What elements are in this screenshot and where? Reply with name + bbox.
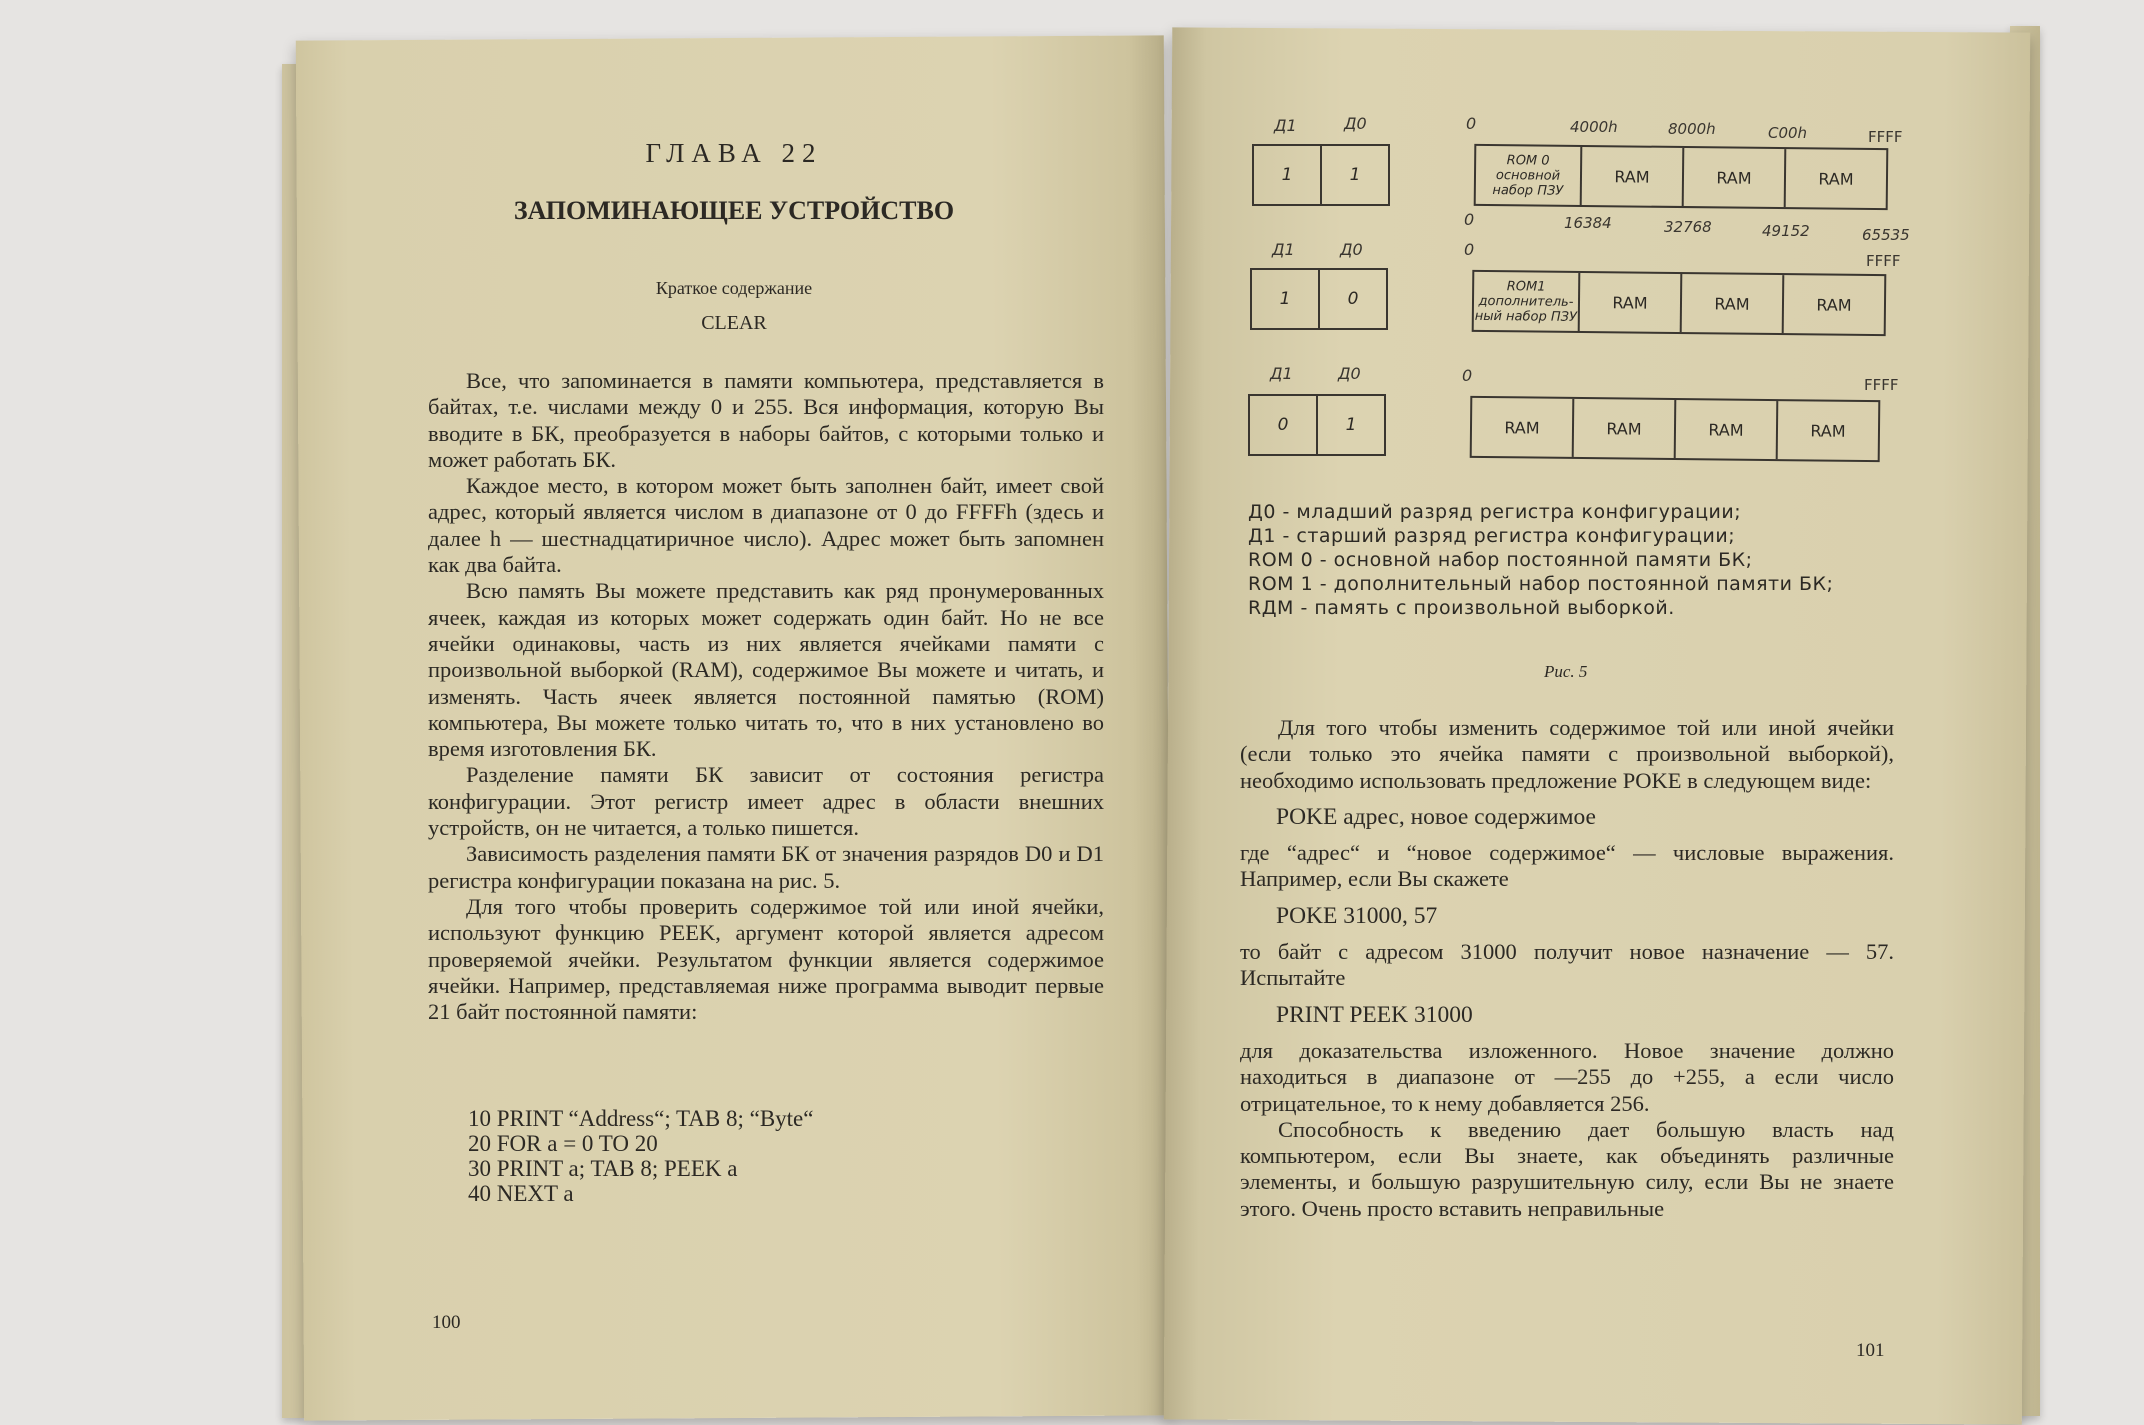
basic-statement: POKE 31000, 57 bbox=[1276, 902, 1438, 929]
bit-label-d1: Д1 bbox=[1274, 116, 1297, 135]
paragraph: то байт с адресом 31000 получит новое назначение — 57. Испытайте bbox=[1240, 939, 1894, 991]
address-label: 32768 bbox=[1664, 218, 1712, 236]
legend-line: ROM 1 - дополнительный набор постоянной памяти БК; bbox=[1248, 573, 1834, 595]
legend-line: Д0 - младший разряд регистра конфигурации; bbox=[1248, 501, 1742, 523]
memory-map-row bbox=[1472, 270, 1887, 336]
bit-label-d0: Д0 bbox=[1344, 114, 1367, 133]
bit-cell: 1 bbox=[1316, 394, 1386, 456]
memory-cell: ROM 0 основной набор ПЗУ bbox=[1476, 146, 1583, 205]
address-label: 49152 bbox=[1762, 222, 1810, 240]
memory-cell: RAM bbox=[1580, 273, 1683, 332]
address-label: 0 bbox=[1464, 210, 1475, 229]
code-line: 10 PRINT “Address“; TAB 8; “Byte“ bbox=[468, 1106, 814, 1131]
bit-label-d1: Д1 bbox=[1272, 240, 1295, 259]
paragraph: Каждое место, в котором может быть заполнен байт, имеет свой адрес, который является числом в диапазоне от 0 до FFFFh (здесь и далее h — шестнадцатиричное число). Адрес может быть запомнен как два байта. bbox=[428, 473, 1104, 578]
code-line: 40 NEXT a bbox=[468, 1181, 574, 1206]
memory-cell: RAM bbox=[1472, 398, 1575, 457]
code-line: 30 PRINT a; TAB 8; PEEK a bbox=[468, 1156, 738, 1181]
chapter-number: ГЛАВА 22 bbox=[645, 138, 823, 168]
page-number-right: 101 bbox=[1856, 1340, 1885, 1361]
paragraph: Способность к введению дает большую власть над компьютером, если Вы знаете, как объединять различные элементы, и большую разрушительную силу, если Вы не знаете этого. Очень просто вставить неправильные bbox=[1240, 1116, 1894, 1221]
address-label: 0 bbox=[1464, 240, 1475, 259]
legend-line: Д1 - старший разряд регистра конфигурации; bbox=[1248, 525, 1736, 547]
address-label: 8000h bbox=[1668, 120, 1716, 138]
address-label: C00h bbox=[1768, 124, 1808, 142]
bit-cell: 0 bbox=[1318, 268, 1388, 330]
address-label: FFFF bbox=[1864, 376, 1899, 394]
left-body-text bbox=[428, 368, 1104, 1025]
bit-label-d1: Д1 bbox=[1270, 364, 1293, 383]
paragraph: Все, что запоминается в памяти компьютера, представляется в байтах, т.е. числами между 0 и 255. Вся информация, которую Вы вводите в БК, преобразуется в наборы байтов, с которыми только и может работать БК. bbox=[428, 368, 1104, 472]
address-label: 16384 bbox=[1564, 214, 1612, 232]
bit-cell: 1 bbox=[1252, 144, 1322, 206]
address-label: 0 bbox=[1466, 114, 1477, 133]
address-label: 65535 bbox=[1862, 226, 1910, 244]
paragraph: Для того чтобы изменить содержимое той или иной ячейки (если только это ячейка памяти с произвольной выборкой), необходимо использовать предложение POKE в следующем виде: bbox=[1240, 715, 1894, 793]
bit-cell: 1 bbox=[1250, 268, 1320, 330]
paragraph: Разделение памяти БК зависит от состояния регистра конфигурации. Этот регистр имеет адрес в области внешних устройств, он не читается, а только пишется. bbox=[428, 762, 1104, 841]
figure-caption: Рис. 5 bbox=[1544, 662, 1588, 681]
figure-legend bbox=[1248, 500, 1833, 620]
code-listing bbox=[468, 1106, 813, 1206]
chapter-title: ЗАПОМИНАЮЩЕЕ УСТРОЙСТВО bbox=[513, 196, 955, 225]
bit-cell: 1 bbox=[1320, 144, 1390, 206]
legend-line: ROM 0 - основной набор постоянной памяти БК; bbox=[1248, 549, 1753, 571]
paragraph: Зависимость разделения памяти БК от значения разрядов D0 и D1 регистра конфигурации показана на рис. 5. bbox=[428, 841, 1104, 893]
paragraph: для доказательства изложенного. Новое значение должно находиться в диапазоне от —255 до +255, а если число отрицательное, то к нему добавляется 256. bbox=[1240, 1037, 1894, 1116]
address-label: 0 bbox=[1462, 366, 1473, 385]
memory-map-row bbox=[1474, 144, 1889, 210]
bit-label-d0: Д0 bbox=[1338, 364, 1361, 383]
memory-cell: RAM bbox=[1682, 274, 1785, 333]
memory-cell: RAM bbox=[1676, 400, 1779, 459]
memory-cell: RAM bbox=[1810, 420, 1846, 441]
address-label: FFFF bbox=[1868, 128, 1903, 146]
memory-cell: RAM bbox=[1574, 399, 1677, 458]
memory-cell: RAM bbox=[1818, 168, 1854, 189]
basic-statement: POKE адрес, новое содержимое bbox=[1276, 803, 1596, 830]
basic-statement: PRINT PEEK 31000 bbox=[1276, 1001, 1473, 1028]
address-label: FFFF bbox=[1866, 252, 1901, 270]
memory-cell: RAM bbox=[1582, 147, 1685, 206]
memory-map-row bbox=[1470, 396, 1881, 462]
right-body-text bbox=[1240, 715, 1894, 1222]
summary-keyword: CLEAR bbox=[701, 312, 767, 334]
page-number-left: 100 bbox=[432, 1312, 461, 1333]
memory-cell: RAM bbox=[1816, 294, 1852, 315]
bit-label-d0: Д0 bbox=[1340, 240, 1363, 259]
code-line: 20 FOR a = 0 TO 20 bbox=[468, 1131, 658, 1156]
summary-label: Краткое содержание bbox=[655, 278, 813, 298]
address-label: 4000h bbox=[1570, 118, 1618, 136]
bit-cell: 0 bbox=[1248, 394, 1318, 456]
paragraph: где “адрес“ и “новое содержимое“ — числовые выражения. Например, если Вы скажете bbox=[1240, 840, 1894, 892]
legend-line: RДМ - память с произвольной выборкой. bbox=[1248, 597, 1675, 619]
memory-cell: ROM1 дополнитель-ный набор ПЗУ bbox=[1474, 272, 1581, 331]
paragraph: Всю память Вы можете представить как ряд пронумерованных ячеек, каждая из которых может содержать один байт. Но не все ячейки одинаковы, часть из них является ячейками памяти с произвольной выборкой (RAM), содержимое Вы можете и читать, и изменять. Часть ячеек является постоянной памятью (ROM) компьютера, Вы можете только читать то, что в них установлено во время изготовления БК. bbox=[428, 578, 1104, 762]
memory-cell: RAM bbox=[1684, 148, 1787, 207]
paragraph: Для того чтобы проверить содержимое той или иной ячейки, используют функцию PEEK, аргумент которой является адресом проверяемой ячейки. Результатом функции является содержимое ячейки. Например, представляемая ниже программа выводит первые 21 байт постоянной памяти: bbox=[428, 893, 1104, 1025]
